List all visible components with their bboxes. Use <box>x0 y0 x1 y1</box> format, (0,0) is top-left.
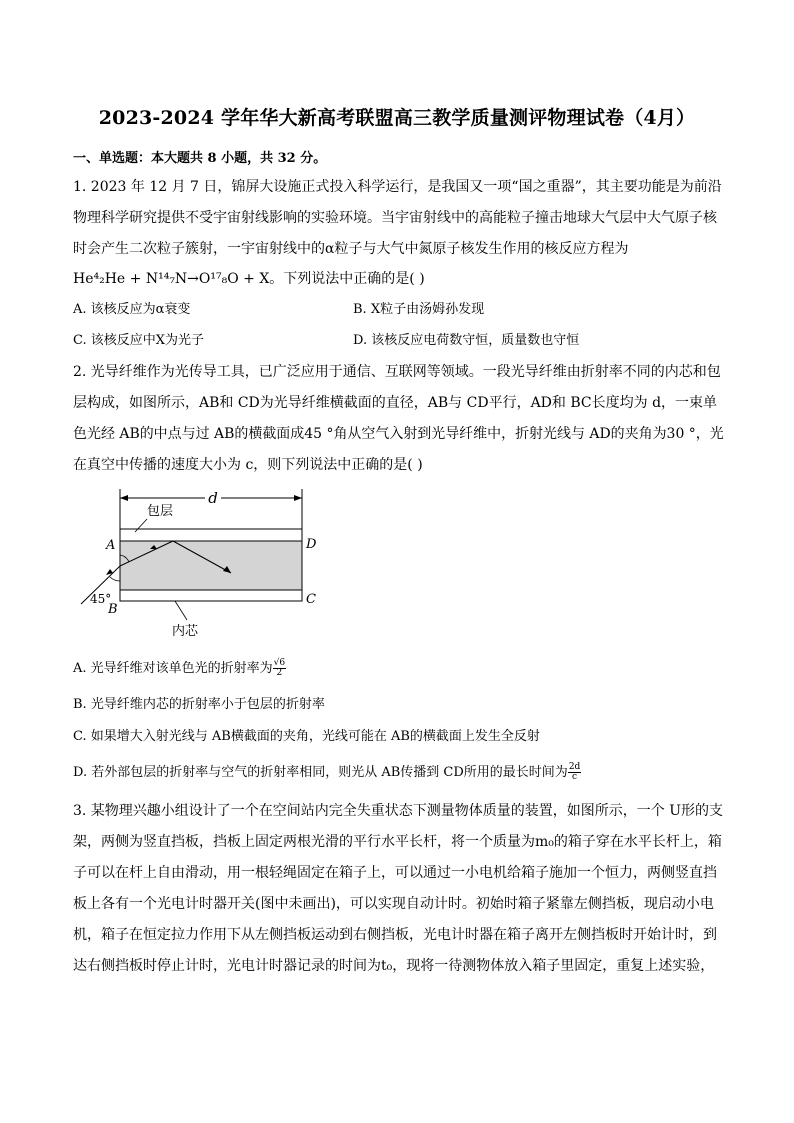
label-A: A <box>106 538 116 553</box>
core-leader <box>175 601 187 620</box>
q2-line-3: 色光经 AB的中点与过 AB的横截面成45 °角从空气入射到光导纤维中，折射光线与 AD的夹角为30 °，光 <box>73 426 724 442</box>
label-B: B <box>108 602 118 617</box>
q2-option-a[interactable] <box>73 659 286 678</box>
q1-option-a[interactable]: A. 该核反应为α衰变 <box>73 302 191 317</box>
fiber-svg <box>73 489 343 645</box>
label-core: 内芯 <box>172 624 199 639</box>
q2-line-2: 层构成，如图所示，AB和 CD为光导纤维横截面的直径，AB与 CD平行，AD和 BC长度均为 d，一束单 <box>73 395 718 411</box>
dim-arrow-right <box>294 495 302 501</box>
q2-option-a-text: A. 光导纤维对该单色光的折射率为 <box>73 661 273 676</box>
q1-line-1: 1. 2023 年 12 月 7 日，锦屏大设施正式投入科学运行，是我国又一项“国之重器”，其主要功能是为前沿 <box>73 179 722 195</box>
fraction-2d-over-c: $\frac{2d}{c}$ <box>568 762 581 782</box>
label-d: d <box>208 489 218 507</box>
q1-option-c[interactable]: C. 该核反应中X为光子 <box>73 333 205 348</box>
q3-line-4: 板上各有一个光电计时器开关(图中未画出)，可以实现自动计时。初始时箱子紧靠左侧挡板，现启动小电 <box>73 896 714 912</box>
q2-option-d-text: D. 若外部包层的折射率与空气的折射率相同，则光从 AB传播到 CD所用的最长时间为 <box>73 765 568 780</box>
q1-line-3: 时会产生二次粒子簇射，一宇宙射线中的α粒子与大气中氮原子核发生作用的核反应方程为 <box>73 241 629 257</box>
q1-option-b[interactable]: B. X粒子由汤姆孙发现 <box>353 302 485 317</box>
label-C: C <box>306 592 316 607</box>
incidence-angle-arc <box>110 577 120 581</box>
q3-line-5: 机，箱子在恒定拉力作用下从左侧挡板运动到右侧挡板，光电计时器在箱子离开左侧挡板时开始计时，到 <box>73 927 717 943</box>
q3-line-6: 达右侧挡板时停止计时，光电计时器记录的时间为t₀，现将一待测物体放入箱子里固定，重复上述实验， <box>73 958 715 974</box>
q1-equation: He⁴₂He + N¹⁴₇N→O¹⁷₈O + X。下列说法中正确的是( ) <box>73 271 425 287</box>
q3-line-1: 3. 某物理兴趣小组设计了一个在空间站内完全失重状态下测量物体质量的装置，如图所示，一个 U形的支 <box>73 803 724 819</box>
label-angle-45: 45° <box>90 592 112 606</box>
fiber-core <box>120 541 302 590</box>
label-D: D <box>306 537 317 552</box>
section-heading: 一、单选题：本大题共 8 小题，共 32 分。 <box>73 151 327 166</box>
q3-line-2: 架，两侧为竖直挡板，挡板上固定两根光滑的平行水平长杆，将一个质量为m₀的箱子穿在水平长杆上，箱 <box>73 834 722 850</box>
q2-option-d[interactable] <box>73 763 581 782</box>
fraction-sqrt6-over-2: $\frac{√6}{2}$ <box>273 658 286 678</box>
q1-option-d[interactable]: D. 该核反应电荷数守恒，质量数也守恒 <box>353 333 580 348</box>
optical-fiber-diagram <box>73 489 343 645</box>
label-cladding: 包层 <box>147 504 174 519</box>
q2-line-1: 2. 光导纤维作为光传导工具，已广泛应用于通信、互联网等领域。一段光导纤维由折射率不同的内芯和包 <box>73 364 721 380</box>
q1-line-2: 物理科学研究提供不受宇宙射线影响的实验环境。当宇宙射线中的高能粒子撞击地球大气层中大气原子核 <box>73 210 717 226</box>
q3-line-3: 子可以在杆上自由滑动，用一根轻绳固定在箱子上，可以通过一小电机给箱子施加一个恒力，两侧竖直挡 <box>73 865 717 881</box>
q2-line-4: 在真空中传播的速度大小为 c，则下列说法中正确的是( ) <box>73 457 423 473</box>
page-title: 2023-2024 学年华大新高考联盟高三教学质量测评物理试卷（4月） <box>98 107 696 129</box>
dim-arrow-left <box>120 495 128 501</box>
q2-option-c[interactable]: C. 如果增大入射光线与 AB横截面的夹角，光线可能在 AB的横截面上发生全反射 <box>73 729 540 744</box>
q2-option-b[interactable]: B. 光导纤维内芯的折射率小于包层的折射率 <box>73 697 325 712</box>
